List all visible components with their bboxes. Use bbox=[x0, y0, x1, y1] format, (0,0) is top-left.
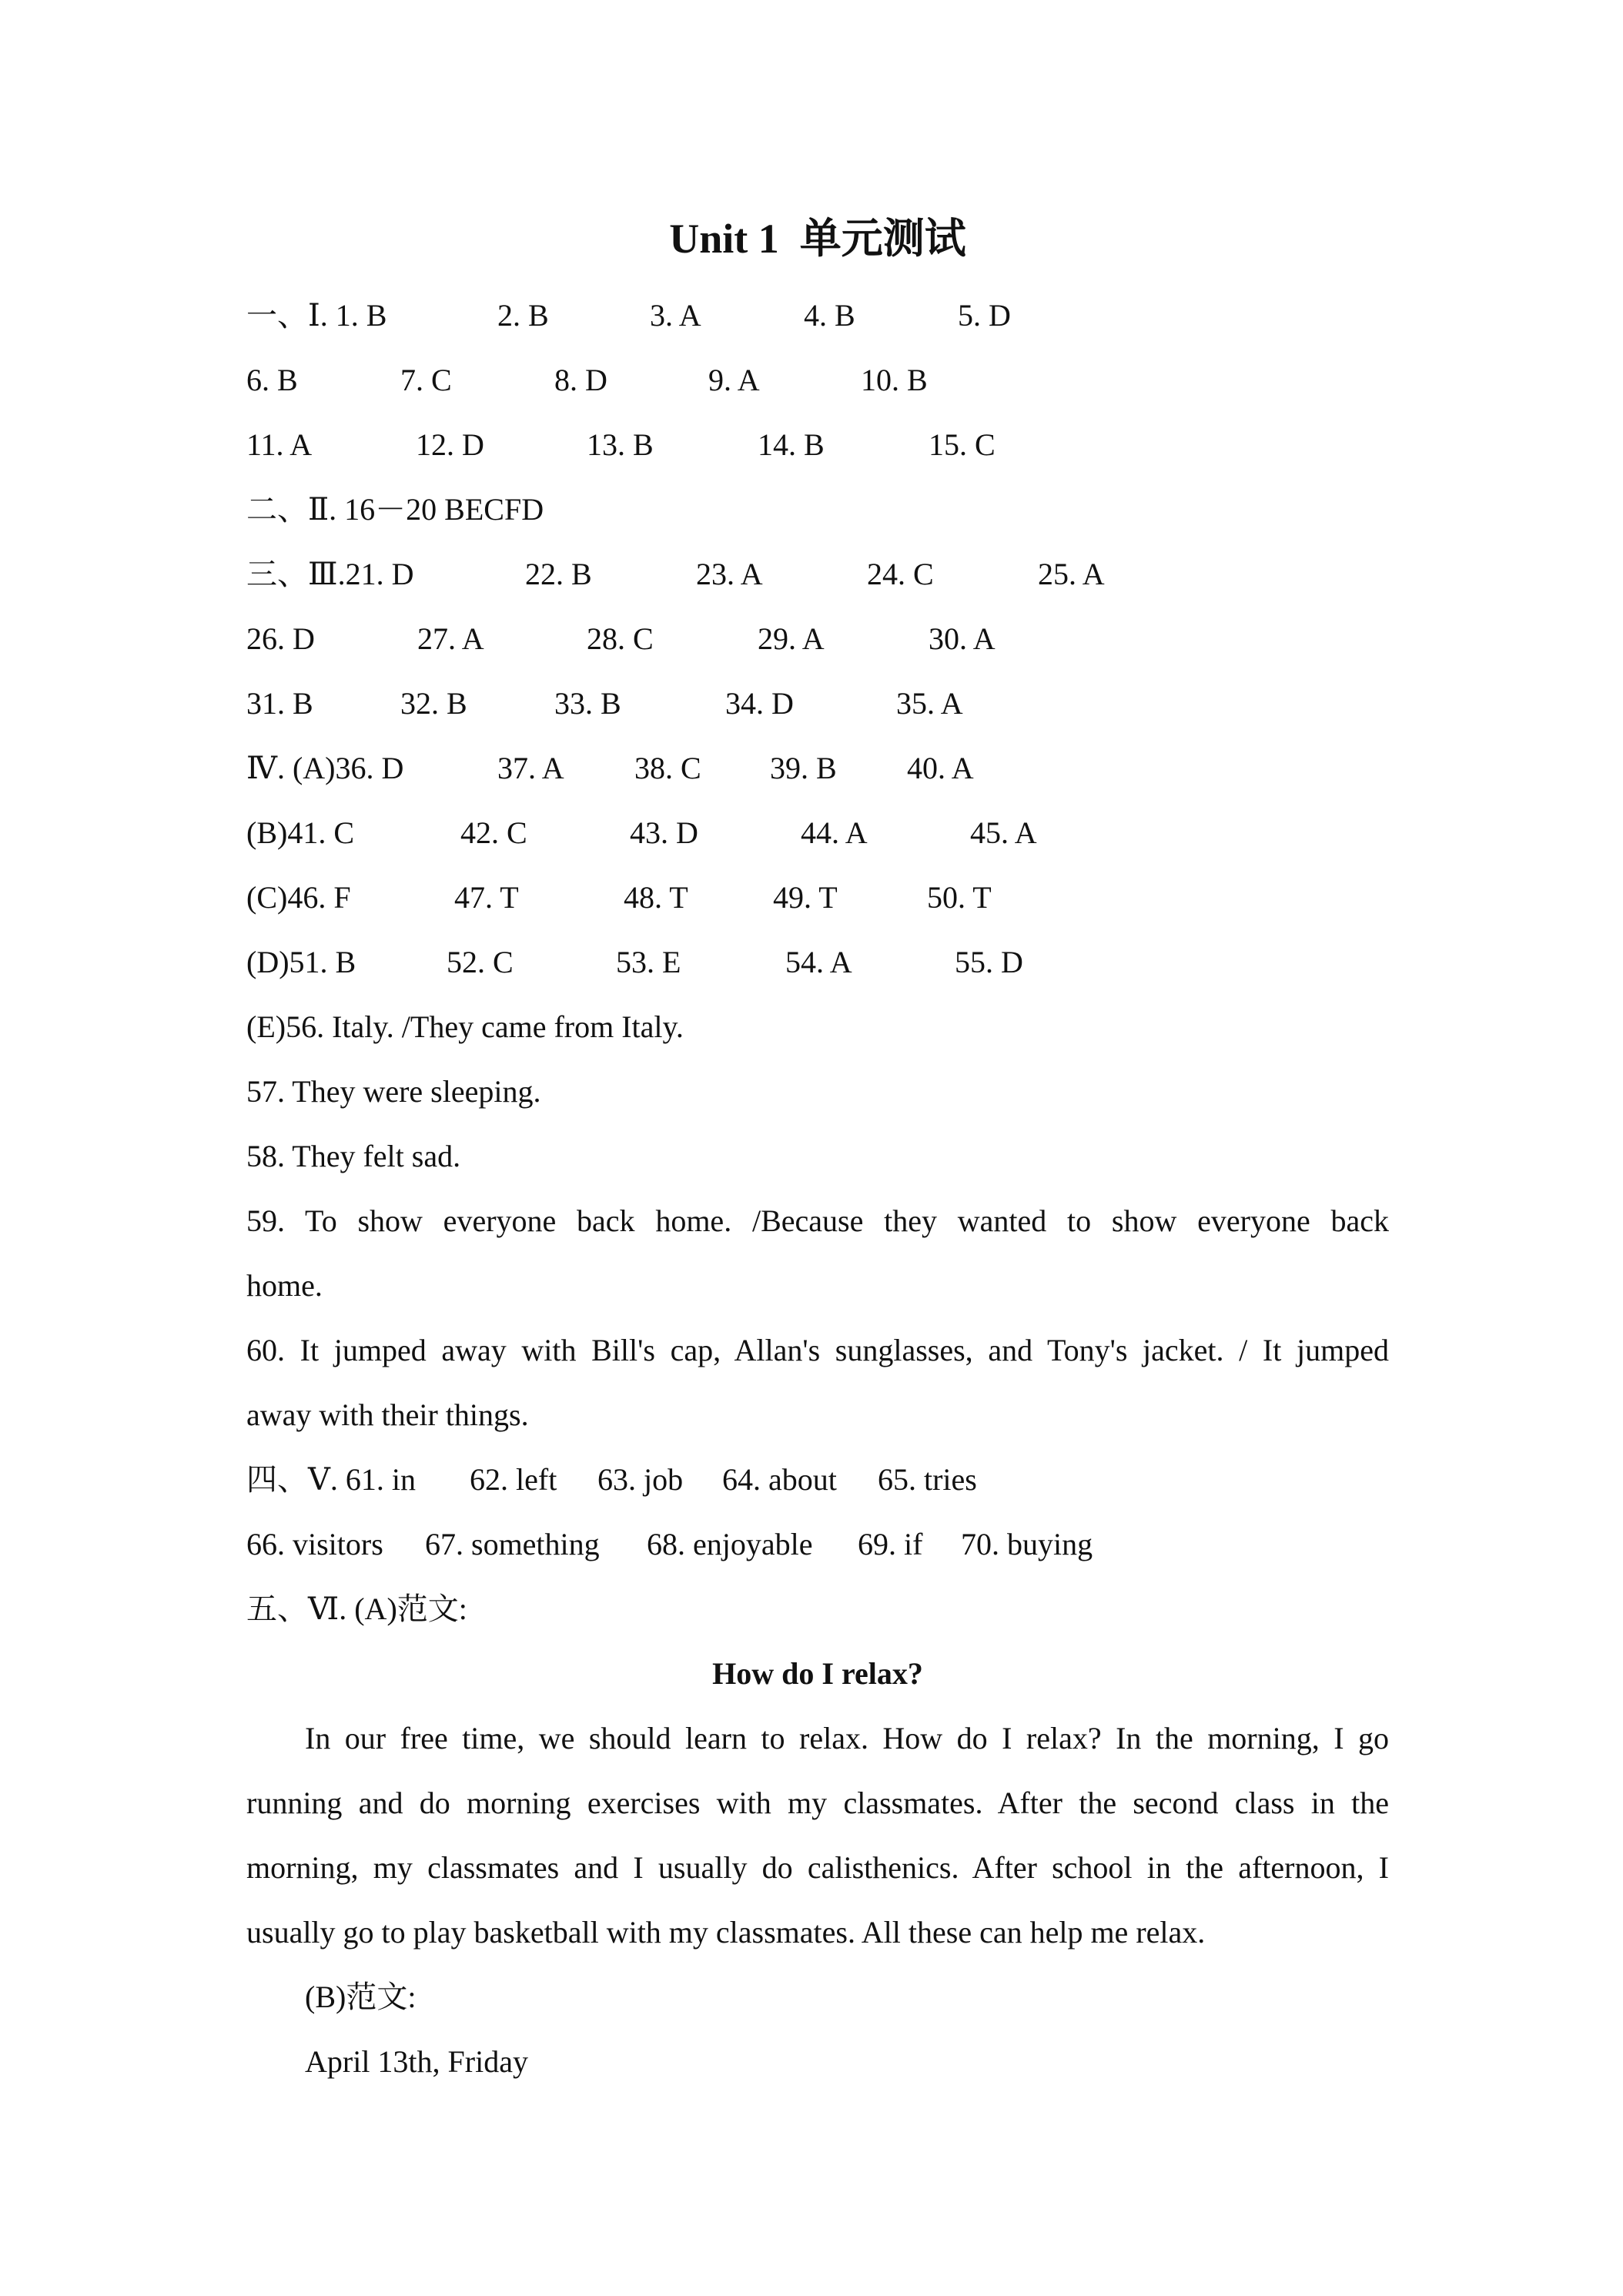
answer-item: (C)46. F bbox=[246, 880, 351, 915]
answer-item: 54. A bbox=[785, 945, 852, 979]
answer-item: 66. visitors bbox=[246, 1527, 383, 1561]
answer-item: 25. A bbox=[1038, 557, 1105, 591]
answer-item: 64. about bbox=[722, 1462, 837, 1497]
answer-item: 50. T bbox=[927, 880, 992, 915]
answer-item: 44. A bbox=[801, 815, 868, 850]
page-title: Unit 1 单元测试 bbox=[669, 216, 966, 262]
answer-item: 33. B bbox=[554, 686, 621, 721]
answer-item: 26. D bbox=[246, 621, 315, 656]
answer-item: 55. D bbox=[955, 945, 1023, 979]
answer-row-1-5 bbox=[246, 283, 1389, 348]
answer-item: 28. C bbox=[587, 621, 654, 656]
answer-row-66-70 bbox=[246, 1512, 1389, 1577]
answer-item: 62. left bbox=[470, 1462, 557, 1497]
answer-item: 35. A bbox=[896, 686, 963, 721]
essay-line-3: morning, my classmates and I usually do calisthenics. After school in the afternoon, I bbox=[246, 1850, 1389, 1885]
answer-item: 47. T bbox=[454, 880, 519, 915]
answer-row-61-65 bbox=[246, 1448, 1389, 1512]
essay-title: How do I relax? bbox=[712, 1656, 923, 1691]
answer-item: (B)41. C bbox=[246, 815, 354, 850]
answer-item: 23. A bbox=[696, 557, 763, 591]
answer-item: 53. E bbox=[616, 945, 681, 979]
answer-item: 43. D bbox=[630, 815, 698, 850]
answer-60-line-2: away with their things. bbox=[246, 1397, 529, 1432]
answer-item: 4. B bbox=[804, 298, 855, 333]
answer-item: 三、Ⅲ.21. D bbox=[246, 557, 414, 591]
answer-60-line-1: 60. It jumped away with Bill's cap, Allan's sunglasses, and Tony's jacket. / It jumped bbox=[246, 1333, 1389, 1367]
answer-item: 31. B bbox=[246, 686, 313, 721]
answer-item: 12. D bbox=[416, 427, 484, 462]
answer-item: 四、Ⅴ. 61. in bbox=[246, 1462, 416, 1497]
essay-line-4: usually go to play basketball with my classmates. All these can help me relax. bbox=[246, 1915, 1206, 1950]
answer-item: 65. tries bbox=[878, 1462, 977, 1497]
answer-item: 39. B bbox=[770, 751, 837, 785]
answer-item: 9. A bbox=[708, 363, 760, 397]
answer-item: 34. D bbox=[725, 686, 794, 721]
answer-row-41-45 bbox=[246, 801, 1389, 865]
answer-item: 38. C bbox=[634, 751, 701, 785]
answer-row-46-50 bbox=[246, 865, 1389, 930]
essay-b-date: April 13th, Friday bbox=[305, 2044, 528, 2079]
answer-item: 70. buying bbox=[961, 1527, 1093, 1561]
answer-item: 29. A bbox=[758, 621, 825, 656]
answer-row-6-10 bbox=[246, 348, 1389, 413]
answer-item: Ⅳ. (A)36. D bbox=[246, 751, 404, 785]
answer-row-11-15 bbox=[246, 413, 1389, 477]
answer-56: (E)56. Italy. /They came from Italy. bbox=[246, 1009, 684, 1044]
answer-item: 2. B bbox=[497, 298, 549, 333]
answer-row-21-25 bbox=[246, 542, 1389, 607]
answer-item: 5. D bbox=[958, 298, 1011, 333]
answer-item: 3. A bbox=[650, 298, 701, 333]
answer-page bbox=[246, 0, 1389, 2296]
answer-item: 32. B bbox=[400, 686, 467, 721]
answer-item: 27. A bbox=[417, 621, 484, 656]
answer-item: 48. T bbox=[624, 880, 688, 915]
answer-item: 37. A bbox=[497, 751, 564, 785]
essay-line-2: running and do morning exercises with my classmates. After the second class in the bbox=[246, 1786, 1389, 1820]
answer-57: 57. They were sleeping. bbox=[246, 1074, 541, 1109]
answer-item: 63. job bbox=[597, 1462, 684, 1497]
answer-item: 68. enjoyable bbox=[647, 1527, 813, 1561]
answer-item: 7. C bbox=[400, 363, 452, 397]
answer-item: 24. C bbox=[867, 557, 934, 591]
section-6-heading: 五、Ⅵ. (A)范文: bbox=[246, 1591, 467, 1626]
answer-item: (D)51. B bbox=[246, 945, 356, 979]
answer-row-51-55 bbox=[246, 930, 1389, 995]
answer-59-line-1: 59. To show everyone back home. /Because they wanted to show everyone back bbox=[246, 1203, 1389, 1238]
answer-item: 45. A bbox=[970, 815, 1037, 850]
answer-item: 40. A bbox=[907, 751, 974, 785]
answer-item: 42. C bbox=[460, 815, 527, 850]
answer-item: 11. A bbox=[246, 427, 313, 462]
answer-59-line-2: home. bbox=[246, 1268, 323, 1303]
answer-item: 67. something bbox=[425, 1527, 600, 1561]
answer-item: 52. C bbox=[447, 945, 514, 979]
answer-item: 15. C bbox=[929, 427, 996, 462]
answer-item: 一、Ⅰ. 1. B bbox=[246, 298, 387, 333]
answer-item: 13. B bbox=[587, 427, 654, 462]
answer-item: 30. A bbox=[929, 621, 996, 656]
answer-row-31-35 bbox=[246, 671, 1389, 736]
answer-item: 8. D bbox=[554, 363, 607, 397]
essay-b-heading: (B)范文: bbox=[305, 1980, 417, 2014]
answer-item: 14. B bbox=[758, 427, 825, 462]
essay-line-1: In our free time, we should learn to relax. How do I relax? In the morning, I go bbox=[305, 1721, 1389, 1755]
answer-row-26-30 bbox=[246, 607, 1389, 671]
answer-row-36-40 bbox=[246, 736, 1389, 801]
answer-item: 69. if bbox=[858, 1527, 923, 1561]
answer-item: 10. B bbox=[861, 363, 928, 397]
answer-item: 22. B bbox=[525, 557, 592, 591]
answer-58: 58. They felt sad. bbox=[246, 1139, 461, 1173]
section-2-answers: 二、Ⅱ. 16－20 BECFD bbox=[246, 492, 544, 527]
answer-item: 49. T bbox=[773, 880, 838, 915]
answer-item: 6. B bbox=[246, 363, 298, 397]
